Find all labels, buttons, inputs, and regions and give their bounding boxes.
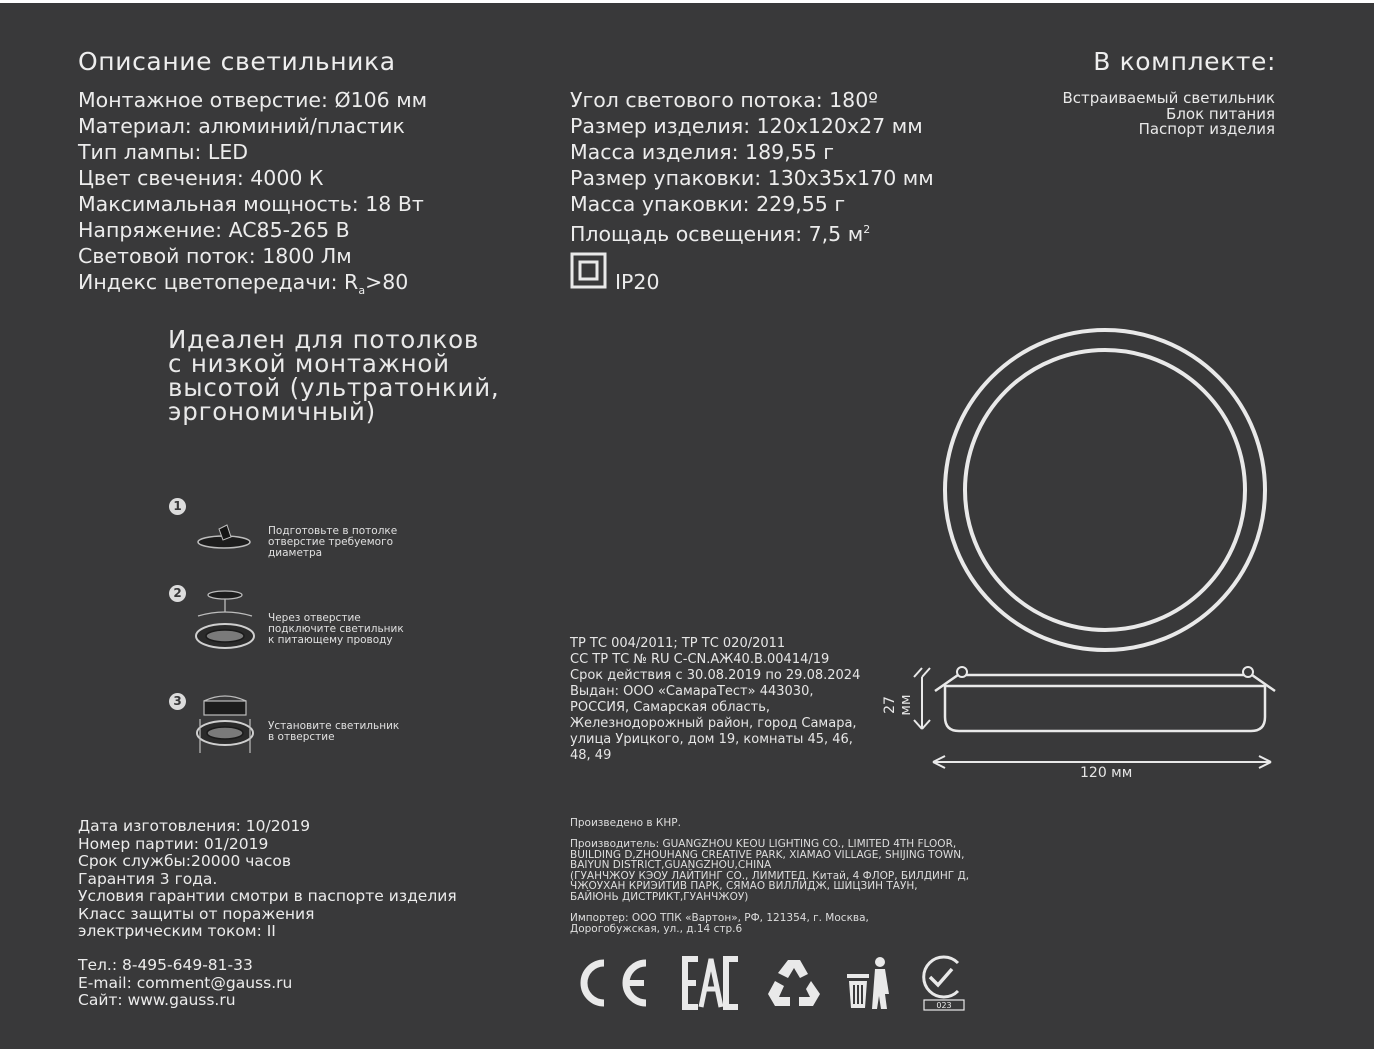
ce-mark-icon <box>570 958 650 1008</box>
step-line: диаметра <box>268 547 323 559</box>
kit-title: В комплекте: <box>1093 47 1276 76</box>
manufacturer-line: ЧЖОУХАН КРИЭЙТИВ ПАРК, СЯМАО ВИЛЛИДЖ, ШИЦЗИН ТАУН, <box>570 880 918 892</box>
spec-line: Напряжение: AC85-265 В <box>78 218 350 242</box>
importer <box>570 913 869 934</box>
step-number: 2 <box>169 585 186 602</box>
packaging-panel <box>0 3 1374 1049</box>
spec-line: Масса изделия: 189,55 г <box>570 140 835 164</box>
cert-line: Железнодорожный район, город Самара, <box>570 716 857 731</box>
origin: Произведено в КНР. <box>570 817 681 829</box>
kit-item: Паспорт изделия <box>1138 120 1275 138</box>
step-text <box>268 613 404 646</box>
wiring-illustration <box>190 586 256 656</box>
recycle-icon <box>764 954 824 1010</box>
specs-left <box>78 87 428 298</box>
certification <box>570 636 860 764</box>
eac-mark-icon <box>682 956 740 1010</box>
production-line: Номер партии: 01/2019 <box>78 834 269 853</box>
production-line: электрическим током: II <box>78 922 276 940</box>
spec-line: Размер упаковки: 130x35x170 мм <box>570 166 934 190</box>
contact-email: E-mail: comment@gauss.ru <box>78 973 293 992</box>
mounting-illustration <box>190 689 256 763</box>
luminaire-side-view <box>905 653 1285 773</box>
cert-line: Срок действия с 30.08.2019 по 29.08.2024 <box>570 668 861 683</box>
spec-line: Световой поток: 1800 Лм <box>78 244 352 268</box>
production-line: Дата изготовления: 10/2019 <box>78 817 311 835</box>
contacts <box>78 957 292 1010</box>
step-line: в отверстие <box>268 731 335 743</box>
step-number: 1 <box>169 498 186 515</box>
step-line: Через отверстие <box>268 612 361 624</box>
spec-line: Монтажное отверстие: Ø106 мм <box>78 88 428 112</box>
certification-mark-icon <box>918 953 968 1013</box>
spec-line: Максимальная мощность: 18 Вт <box>78 192 424 216</box>
eac-mark-text: EAC <box>682 956 684 957</box>
contact-phone: Тел.: 8-495-649-81-33 <box>78 956 253 974</box>
cert-line: СС ТР ТС № RU C-CN.АЖ40.В.00414/19 <box>570 652 830 667</box>
step-text <box>268 721 399 743</box>
cert-line: 48, 49 <box>570 748 612 763</box>
description-title: Описание светильника <box>78 47 396 76</box>
spec-line: Размер изделия: 120x120x27 мм <box>570 114 923 138</box>
manufacturer-line: BAIYUN DISTRICT,GUANGZHOU,CHINA <box>570 859 772 871</box>
cert-line: ТР ТС 004/2011; ТР ТС 020/2011 <box>570 636 786 651</box>
cri-label: Индекс цветопередачи: R <box>78 270 359 294</box>
step-line: подключите светильник <box>268 623 404 635</box>
spec-line: Масса упаковки: 229,55 г <box>570 192 846 216</box>
spec-line: Материал: алюминий/пластик <box>78 114 405 138</box>
ip-rating: IP20 <box>615 270 660 294</box>
spec-line-cri <box>78 269 427 298</box>
manufacturer-line: Производитель: GUANGZHOU KEOU LIGHTING CO., LIMITED 4TH FLOOR, <box>570 838 957 850</box>
importer-line: Дорогобужская, ул., д.14 стр.6 <box>570 922 743 935</box>
cert-line: улица Урицкого, дом 19, комнаты 45, 46, <box>570 732 853 747</box>
kit-item: Блок питания <box>1166 104 1275 123</box>
manufacturer-line: BUILDING D,ZHOUHANG CREATIVE PARK, XIAMAO VILLAGE, SHIJING TOWN, <box>570 848 965 861</box>
manufacturer-line: (ГУАНЧЖОУ КЭОУ ЛАЙТИНГ СО., ЛИМИТЕД. Китай, 4 ФЛОР, БИЛДИНГ Д, <box>570 869 970 882</box>
slogan-line: эргономичный) <box>168 397 376 426</box>
slogan-line: Идеален для потолков <box>168 325 480 354</box>
wheelie-bin-icon <box>844 954 894 1010</box>
cert-line: РОССИЯ, Самарская область, <box>570 700 770 715</box>
cert-code: 023 <box>936 1001 952 1010</box>
slogan-line: высотой (ультратонкий, <box>168 373 500 402</box>
spec-line: Тип лампы: LED <box>78 140 249 164</box>
importer-line: Импортер: ООО ТПК «Вартон», РФ, 121354, г. Москва, <box>570 912 869 924</box>
step-number: 3 <box>169 693 186 710</box>
production-info <box>78 818 457 941</box>
production-line: Гарантия 3 года. <box>78 869 218 888</box>
step-line: к питающему проводу <box>268 634 393 646</box>
production-line: Класс защиты от поражения <box>78 904 315 923</box>
step-text <box>268 526 397 559</box>
slogan-line: с низкой монтажной <box>168 349 450 378</box>
production-line: Срок службы:20000 часов <box>78 852 292 870</box>
ce-mark-text: CE <box>570 958 572 959</box>
kit-list <box>1062 91 1275 138</box>
ceiling-hole-illustration <box>193 521 255 557</box>
spec-line: Угол светового потока: 180º <box>570 88 878 112</box>
step-line: отверстие требуемого <box>268 536 394 548</box>
production-line: Условия гарантии смотри в паспорте изделия <box>78 887 457 905</box>
manufacturer-line: БАЙЮНЬ ДИСТРИКТ,ГУАНЧЖОУ) <box>570 890 749 903</box>
step-line: Установите светильник <box>268 720 400 732</box>
height-dimension: 27 мм <box>882 694 914 716</box>
cri-value: >80 <box>365 270 409 294</box>
contact-site: Сайт: www.gauss.ru <box>78 991 236 1009</box>
slogan <box>168 325 500 426</box>
kit-item: Встраиваемый светильник <box>1062 89 1275 107</box>
step-line: Подготовьте в потолке <box>268 525 398 537</box>
cert-line: Выдан: ООО «СамараТест» 443030, <box>570 684 814 699</box>
double-square-icon <box>570 252 607 289</box>
specs-right <box>570 87 934 246</box>
area-superscript: 2 <box>863 223 871 236</box>
area-label: Площадь освещения: 7,5 м <box>570 221 864 246</box>
manufacturer <box>570 839 969 902</box>
spec-line: Цвет свечения: 4000 К <box>78 166 324 190</box>
spec-line-area <box>570 217 934 246</box>
width-dimension: 120 мм <box>1080 765 1133 781</box>
luminaire-top-view <box>940 325 1270 655</box>
cri-subscript: a <box>358 284 366 298</box>
